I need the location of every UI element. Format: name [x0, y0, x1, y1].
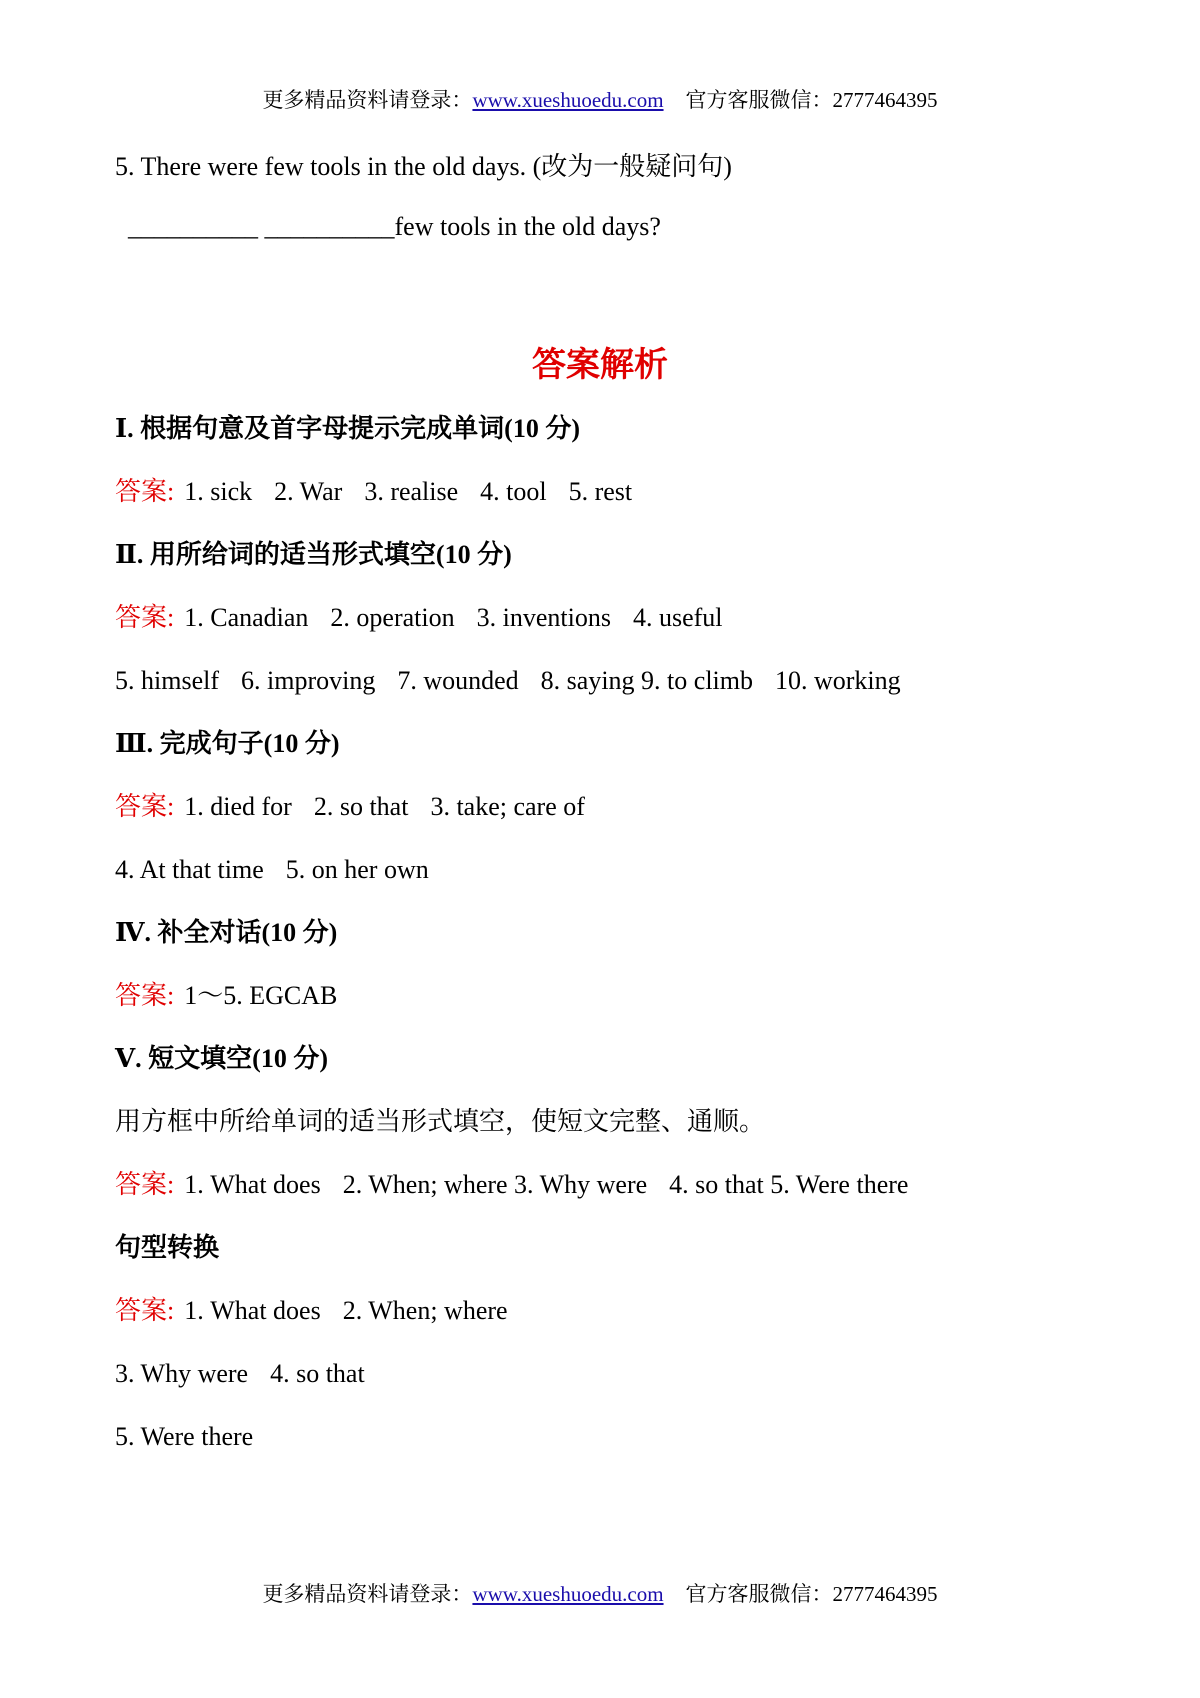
answer-item: 7. wounded	[397, 666, 519, 695]
section-1-heading: Ⅰ. 根据句意及首字母提示完成单词(10 分)	[115, 414, 580, 443]
answer-item: 3. realise	[364, 477, 459, 506]
answer-label: 答案:	[115, 477, 175, 506]
answer-item: 2. War	[274, 477, 343, 506]
header-banner	[0, 86, 1200, 114]
answer-section-title: 答案解析	[532, 347, 668, 384]
answer-label: 答案:	[115, 603, 175, 632]
footer-prefix: 更多精品资料请登录：	[262, 1582, 473, 1606]
section-5-answers	[115, 1168, 908, 1202]
answer-item: 1. What does	[184, 1170, 321, 1199]
question-5-prompt: 5. There were few tools in the old days. (改为一般疑问句)	[115, 152, 732, 181]
section-6-answers-line3: 5. Were there	[115, 1422, 254, 1451]
answer-label: 答案:	[115, 1296, 175, 1325]
section-3-heading: Ⅲ. 完成句子(10 分)	[115, 729, 340, 758]
answer-item: 4. so that 5. Were there	[669, 1170, 909, 1199]
answer-item: 3. inventions	[476, 603, 611, 632]
answer-item: 5. himself	[115, 666, 219, 695]
answer-item: 1～5. EGCAB	[184, 981, 338, 1010]
section-3-answers-line2	[115, 853, 429, 887]
section-1-answers	[115, 475, 632, 509]
answer-label: 答案:	[115, 981, 175, 1010]
section-5-instruction: 用方框中所给单词的适当形式填空，使短文完整、通顺。	[115, 1107, 766, 1136]
answer-item: 4. tool	[480, 477, 547, 506]
answer-label: 答案:	[115, 1170, 175, 1199]
answer-item: 8. saying 9. to climb	[540, 666, 753, 695]
answer-item: 2. so that	[313, 792, 409, 821]
section-5-heading: Ⅴ. 短文填空(10 分)	[115, 1044, 328, 1073]
answer-item: 4. At that time	[115, 855, 264, 884]
answer-item: 4. useful	[632, 603, 723, 632]
section-3-answers-line1	[115, 790, 585, 824]
answer-item: 6. improving	[241, 666, 376, 695]
section-2-answers-line2	[115, 664, 901, 698]
question-5-blank-line: __________ __________few tools in the old days?	[128, 212, 661, 241]
footer-site-link[interactable]: www.xueshuoedu.com	[472, 1582, 664, 1606]
answer-item: 2. When; where	[342, 1296, 508, 1325]
answer-item: 2. operation	[330, 603, 455, 632]
section-6-answers-line2	[115, 1357, 365, 1391]
footer-banner	[0, 1580, 1200, 1608]
answer-item: 1. died for	[184, 792, 292, 821]
header-site-link[interactable]: www.xueshuoedu.com	[472, 88, 664, 112]
answer-item: 10. working	[775, 666, 901, 695]
answer-label: 答案:	[115, 792, 175, 821]
answer-item: 1. sick	[184, 477, 253, 506]
section-4-heading: Ⅳ. 补全对话(10 分)	[115, 918, 338, 947]
section-2-heading: Ⅱ. 用所给词的适当形式填空(10 分)	[115, 540, 512, 569]
header-prefix: 更多精品资料请登录：	[262, 88, 473, 112]
section-2-answers-line1	[115, 601, 723, 635]
answer-item: 1. Canadian	[184, 603, 309, 632]
section-6-heading: 句型转换	[115, 1233, 220, 1262]
answer-item: 3. Why were	[115, 1359, 249, 1388]
answer-item: 1. What does	[184, 1296, 321, 1325]
answer-item: 5. rest	[568, 477, 633, 506]
header-service: 官方客服微信：2777464395	[685, 88, 938, 112]
answer-item: 3. take; care of	[430, 792, 585, 821]
answer-item: 4. so that	[270, 1359, 365, 1388]
section-6-answers-line1	[115, 1294, 508, 1328]
answer-item: 5. on her own	[285, 855, 429, 884]
answer-item: 2. When; where 3. Why were	[342, 1170, 648, 1199]
footer-service: 官方客服微信：2777464395	[685, 1582, 938, 1606]
section-4-answers	[115, 979, 337, 1013]
